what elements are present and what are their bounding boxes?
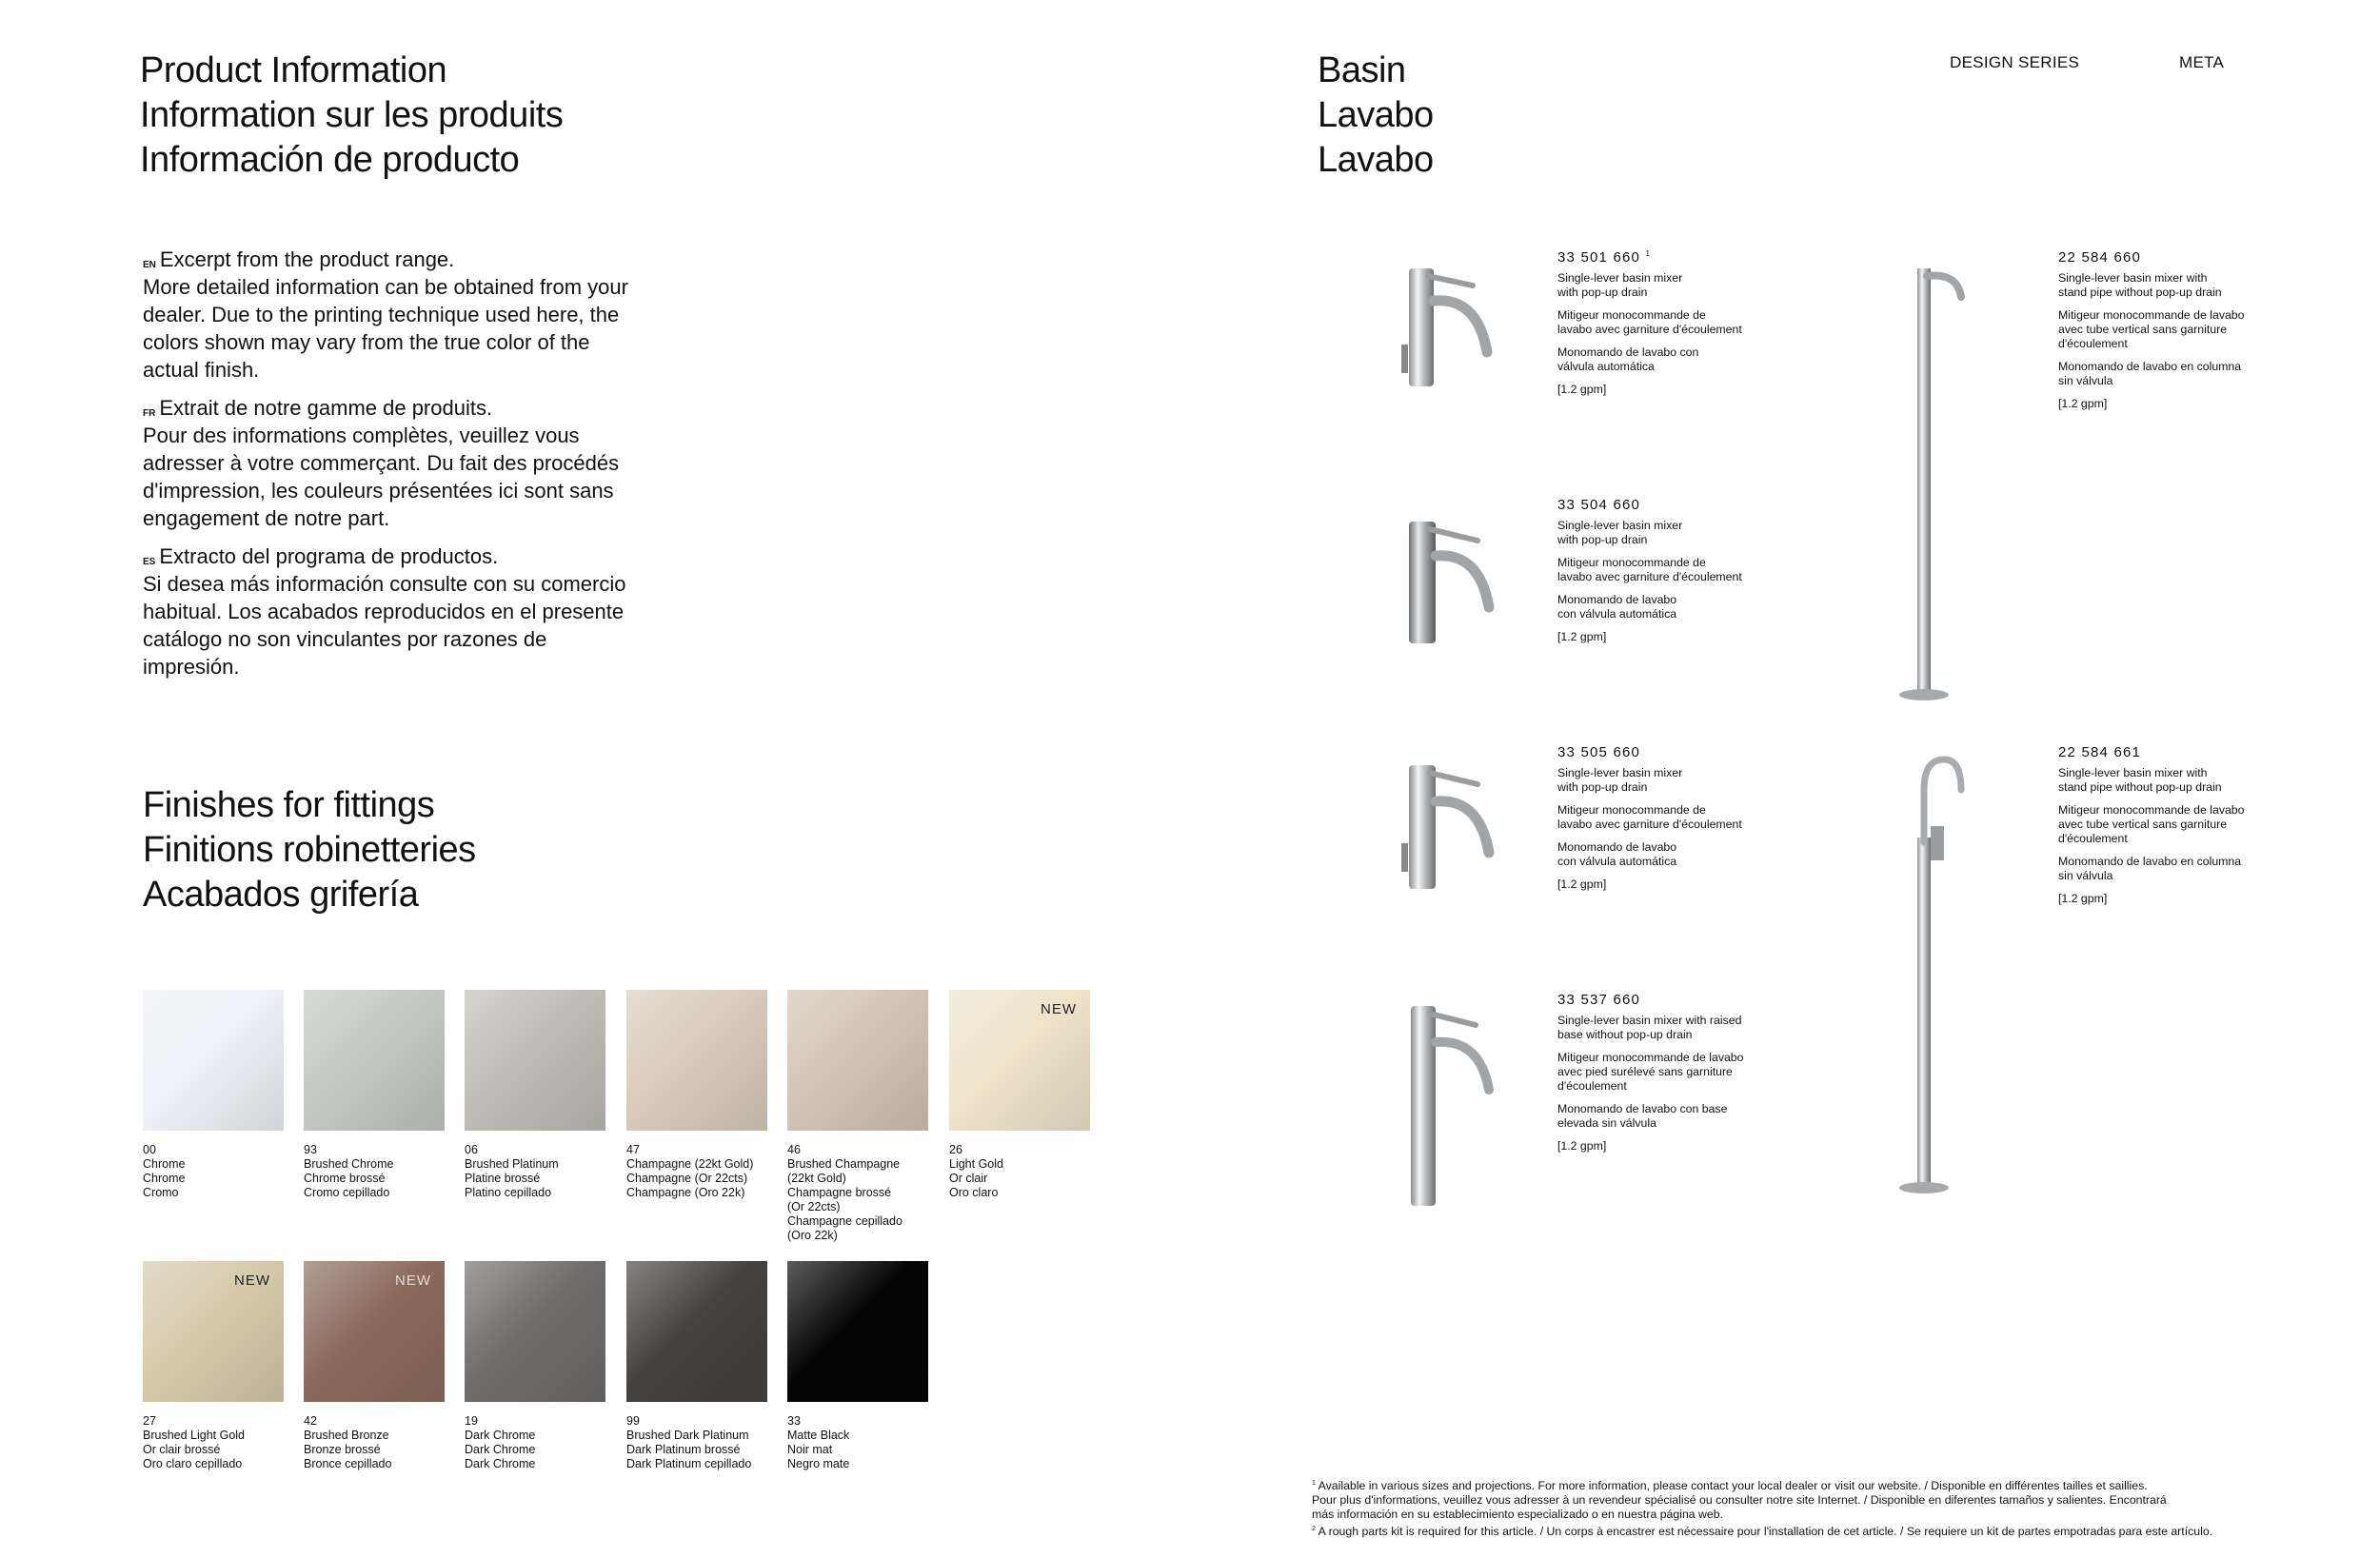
finish-name: Or clair [949,1172,988,1185]
product-description: Monomando de lavabo con válvula automática [1557,840,1677,868]
finish-caption [787,1414,928,1471]
finish-name: (Or 22cts) [787,1200,841,1213]
product-code: 33 537 660 [1557,992,1641,1008]
finish-name: Negro mate [787,1457,850,1470]
finish-name: Brushed Chrome [304,1157,394,1171]
finish-color-sample [626,990,767,1131]
finish-name: Oro claro cepillado [143,1457,243,1470]
finish-swatch [143,990,284,1200]
finish-name: Dark Chrome [465,1457,536,1470]
finish-name: Brushed Dark Platinum [626,1429,749,1442]
finish-code: 47 [626,1143,640,1156]
finish-color-sample [143,1261,284,1402]
finish-name: Chrome brossé [304,1172,386,1185]
finish-name: Matte Black [787,1429,850,1442]
product-description: Single-lever basin mixer with stand pipe without pop-up drain [2058,271,2222,299]
new-badge: NEW [234,1272,270,1289]
finish-caption [304,1143,445,1200]
finish-name: Brushed Platinum [465,1157,559,1171]
finish-code: 00 [143,1143,156,1156]
product-entry [2058,744,2296,905]
finish-name: Champagne (Oro 22k) [626,1186,745,1199]
finish-name: Dark Platinum cepillado [626,1457,752,1470]
finish-caption [626,1414,767,1471]
finish-name: Cromo cepillado [304,1186,390,1199]
design-series-label: DESIGN SERIES [1950,53,2080,71]
faucet-33-501-660-image [1392,259,1525,392]
finish-name: Brushed Champagne [787,1157,901,1171]
finish-name: Champagne (22kt Gold) [626,1157,754,1171]
product-description: Single-lever basin mixer with raised base without pop-up drain [1557,1014,1742,1041]
product-description: Monomando de lavabo con válvula automática [1557,345,1699,373]
footnote-2: $^2$ A rough parts kit is required for this article. / Un corps à encastrer est nécessaire pour l'installation de cet article. / Se requiere un kit de partes empotradas para este artículo. [1312,1525,2213,1539]
flow-rate: [1.2 gpm] [1557,878,1607,891]
intro-es: $^{ES}$ Extracto del programa de productos. Si desea más información consulte con su comercio habitual. Los acabados reproducidos en el presente catálogo no son vinculantes por razones de impresión. [143,544,626,679]
finish-caption [465,1143,605,1200]
flow-rate: [1.2 gpm] [1557,1139,1607,1153]
faucet-22-584-660-image [1894,259,1980,706]
finish-name: Dark Platinum brossé [626,1443,741,1456]
product-description: Monomando de lavabo con válvula automática [1557,593,1677,621]
finish-name: (22kt Gold) [787,1172,846,1185]
faucet-22-584-661-image [1894,752,1980,1199]
finish-name: Cromo [143,1186,179,1199]
faucet-33-537-660-image [1392,995,1525,1209]
finish-caption [143,1143,284,1200]
finish-name: Oro claro [949,1186,999,1199]
product-description: Single-lever basin mixer with stand pipe without pop-up drain [2058,766,2222,794]
finish-swatch [304,1261,445,1471]
faucet-33-505-660-image [1392,752,1525,895]
finish-color-sample [143,990,284,1131]
finish-name: Bronze brossé [304,1443,381,1456]
product-description: Single-lever basin mixer with pop-up drain [1557,766,1683,794]
finish-swatch [304,990,445,1200]
finish-swatch [626,1261,767,1471]
flow-rate: [1.2 gpm] [1557,630,1607,643]
product-code: 33 501 660 $^1$ [1557,249,1650,266]
finish-name: Light Gold [949,1157,1003,1171]
finish-name: Dark Chrome [465,1429,536,1442]
product-entry [2058,249,2296,410]
product-description: Mitigeur monocommande de lavabo avec garniture d'écoulement [1557,308,1742,336]
product-description: Mitigeur monocommande de lavabo avec tube vertical sans garniture d'écoulement [2058,803,2245,845]
product-description: Mitigeur monocommande de lavabo avec tube vertical sans garniture d'écoulement [2058,308,2245,350]
basin-title: Basin Lavabo Lavabo [1318,50,1434,180]
product-information-title: Product Information Information sur les produits Información de producto [140,50,564,180]
finish-code: 06 [465,1143,478,1156]
footnotes [1312,1476,2359,1539]
finish-code: 99 [626,1414,640,1428]
finish-name: Noir mat [787,1443,833,1456]
finish-code: 26 [949,1143,962,1156]
finish-color-sample [465,1261,605,1402]
finish-color-sample [787,990,928,1131]
finish-code: 27 [143,1414,156,1428]
product-code: 22 584 660 [2058,249,2142,266]
finish-swatch [465,990,605,1200]
finish-color-sample [304,1261,445,1402]
finish-name: Chrome [143,1157,186,1171]
product-entry [1557,992,1795,1153]
intro-fr: $^{FR}$ Extrait de notre gamme de produits. Pour des informations complètes, veuillez vous adresser à votre commerçant. Du fait des procédés d'impression, les couleurs présentées ici sont sans engagement de notre part. [143,396,620,530]
product-description: Monomando de lavabo en columna sin válvula [2058,360,2242,387]
series-name: META [2179,53,2225,71]
finish-color-sample [787,1261,928,1402]
product-code: 33 505 660 [1557,744,1641,760]
finish-name: Platino cepillado [465,1186,552,1199]
product-description: Single-lever basin mixer with pop-up drain [1557,271,1683,299]
finish-swatch [787,990,928,1243]
finish-caption [949,1143,1090,1200]
finish-name: Dark Chrome [465,1443,536,1456]
flow-rate: [1.2 gpm] [2058,892,2108,905]
finish-name: Champagne cepillado [787,1214,902,1228]
finish-code: 93 [304,1143,317,1156]
finish-caption [143,1414,284,1471]
finish-swatch [143,1261,284,1471]
finish-swatch [626,990,767,1200]
finish-color-sample [626,1261,767,1402]
finish-swatch [949,990,1090,1200]
finish-color-sample [949,990,1090,1131]
finish-name: Platine brossé [465,1172,541,1185]
product-description: Monomando de lavabo en columna sin válvula [2058,855,2242,882]
product-entry [1557,249,1795,396]
intro-en: $^{EN}$ Excerpt from the product range. More detailed information can be obtained from your dealer. Due to the printing technique used here, the colors shown may vary from the true color of the actual finish. [143,247,628,382]
finish-name: Chrome [143,1172,186,1185]
finish-color-sample [304,990,445,1131]
finish-name: Brushed Light Gold [143,1429,246,1442]
new-badge: NEW [1041,1001,1077,1017]
finish-code: 42 [304,1414,317,1428]
flow-rate: [1.2 gpm] [2058,397,2108,410]
finish-swatch [787,1261,928,1471]
faucet-33-504-660-image [1392,504,1525,647]
product-entry [1557,744,1795,891]
product-entry [1557,497,1795,643]
finish-color-sample [465,990,605,1131]
finish-code: 19 [465,1414,478,1428]
product-description: Single-lever basin mixer with pop-up drain [1557,519,1683,546]
product-description: Monomando de lavabo con base elevada sin válvula [1557,1102,1728,1130]
finish-name: Champagne (Or 22cts) [626,1172,748,1185]
finishes-title: Finishes for fittings Finitions robinetteries Acabados grifería [143,785,476,915]
finish-name: Or clair brossé [143,1443,221,1456]
finish-name: Champagne brossé [787,1186,892,1199]
finish-code: 33 [787,1414,801,1428]
product-description: Mitigeur monocommande de lavabo avec pied surélevé sans garniture d'écoulement [1557,1051,1744,1093]
product-code: 33 504 660 [1557,497,1641,513]
product-description: Mitigeur monocommande de lavabo avec garniture d'écoulement [1557,803,1742,831]
footnote-1: $^1$ Available in various sizes and projections. For more information, please contact your local dealer or visit our website. / Disponible en différentes tailles et saillies. Pour plus d'informations, veuillez vous adresser à un revendeur spécialisé ou consulter notre site Internet. / Disponible en diferentes tamaños y salientes. Encontrará más información en su establecimiento especializado o en nuestra página web. [1312,1479,2167,1522]
finish-name: (Oro 22k) [787,1229,838,1242]
new-badge: NEW [395,1272,431,1289]
finish-swatch [465,1261,605,1471]
finish-caption [626,1143,767,1200]
finish-code: 46 [787,1143,801,1156]
product-code: 22 584 661 [2058,744,2142,760]
finish-caption [465,1414,605,1471]
intro-text [143,246,638,691]
flow-rate: [1.2 gpm] [1557,383,1607,396]
finish-caption [304,1414,445,1471]
finish-name: Brushed Bronze [304,1429,389,1442]
finish-name: Bronce cepillado [304,1457,392,1470]
product-description: Mitigeur monocommande de lavabo avec garniture d'écoulement [1557,556,1742,583]
finish-caption [787,1143,928,1243]
